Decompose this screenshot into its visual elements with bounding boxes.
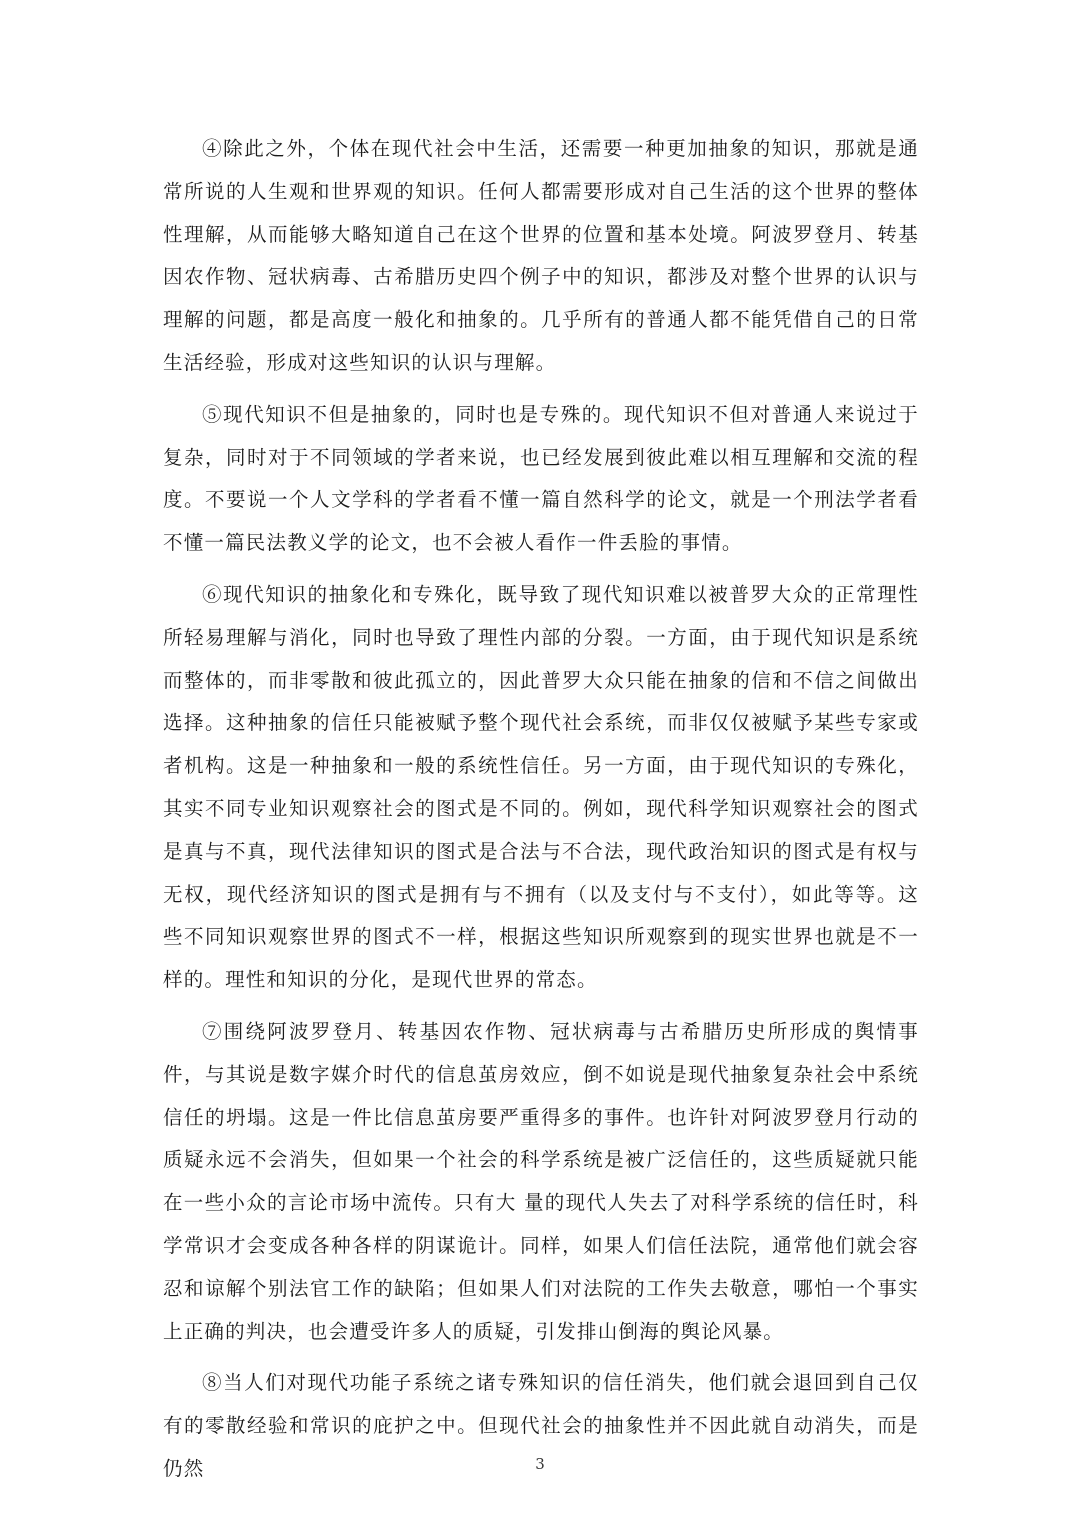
paragraph-6: ⑥现代知识的抽象化和专殊化，既导致了现代知识难以被普罗大众的正常理性所轻易理解与消化，同时也导致了理性内部的分裂。一方面，由于现代知识是系统而整体的，而非零散和彼此孤立的，因此普罗大众只能在抽象的信和不信之间做出选择。这种抽象的信任只能被赋予整个现代社会系统，而非仅仅被赋予某些专家或者机构。这是一种抽象和一般的系统性信任。另一方面，由于现代知识的专殊化，其实不同专业知识观察社会的图式是不同的。例如，现代科学知识观察社会的图式是真与不真，现代法律知识的图式是合法与不合法，现代政治知识的图式是有权与无权，现代经济知识的图式是拥有与不拥有（以及支付与不支付），如此等等。这些不同知识观察世界的图式不一样，根据这些知识所观察到的现实世界也就是不一样的。理性和知识的分化，是现代世界的常态。 (163, 582, 919, 992)
paragraph-7: ⑦围绕阿波罗登月、转基因农作物、冠状病毒与古希腊历史所形成的舆情事件，与其说是数字媒介时代的信息茧房效应，倒不如说是现代抽象复杂社会中系统信任的坍塌。这是一件比信息茧房要严重得多的事件。也许针对阿波罗登月行动的质疑永远不会消失，但如果一个社会的科学系统是被广泛信任的，这些质疑就只能在一些小众的言论市场中流传。只有大 量的现代人失去了对科学系统的信任时，科学常识才会变成各种各样的阴谋诡计。同样，如果人们信任法院，通常他们就会容忍和谅解个别法官工作的缺陷；但如果人们对法院的工作失去敬意，哪怕一个事实上正确的判决，也会遭受许多人的质疑，引发排山倒海的舆论风暴。 (163, 1019, 919, 1343)
paragraph-4: ④除此之外，个体在现代社会中生活，还需要一种更加抽象的知识，那就是通常所说的人生观和世界观的知识。任何人都需要形成对自己生活的这个世界的整体性理解，从而能够大略知道自己在这个世界的位置和基本处境。阿波罗登月、转基因农作物、冠状病毒、古希腊历史四个例子中的知识，都涉及对整个世界的认识与理解的问题，都是高度一般化和抽象的。几乎所有的普通人都不能凭借自己的日常生活经验，形成对这些知识的认识与理解。 (163, 137, 919, 374)
page-number: 3 (535, 1455, 545, 1473)
paragraph-5: ⑤现代知识不但是抽象的，同时也是专殊的。现代知识不但对普通人来说过于复杂，同时对于不同领域的学者来说，也已经发展到彼此难以相互理解和交流的程度。不要说一个人文学科的学者看不懂一篇自然科学的论文，就是一个刑法学者看不懂一篇民法教义学的论文，也不会被人看作一件丢脸的事情。 (163, 402, 919, 555)
paragraph-8: ⑧当人们对现代功能子系统之诸专殊知识的信任消失，他们就会退回到自己仅有的零散经验和常识的庇护之中。但现代社会的抽象性并不因此就自动消失，而是仍然 (163, 1371, 919, 1480)
document-body (163, 128, 919, 1500)
